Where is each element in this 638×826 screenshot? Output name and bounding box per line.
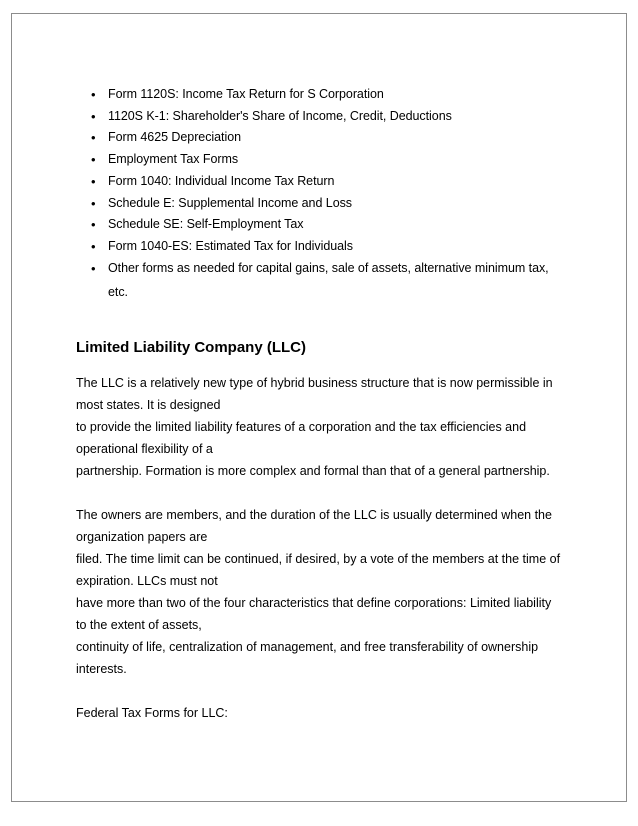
list-item-text: Form 1120S: Income Tax Return for S Corporation — [108, 87, 384, 101]
bullet-marker: • — [91, 173, 96, 189]
paragraph-line: to provide the limited liability features of a corporation and the tax efficiencies and — [76, 420, 527, 434]
paragraph-line: filed. The time limit can be continued, if desired, by a vote of the members at the time of — [76, 552, 561, 566]
list-item — [12, 106, 626, 128]
paragraph-line: organization papers are — [76, 530, 208, 544]
bullet-marker: • — [91, 195, 96, 211]
document-page — [11, 13, 627, 802]
paragraph-line: The owners are members, and the duration of the LLC is usually determined when the — [76, 508, 552, 522]
bullet-marker: • — [91, 152, 96, 168]
federal-forms-label: Federal Tax Forms for LLC: — [76, 706, 228, 720]
paragraph-line: interests. — [76, 662, 127, 676]
bullet-marker: • — [91, 260, 96, 276]
paragraph-line: expiration. LLCs must not — [76, 574, 218, 588]
list-item — [12, 84, 626, 106]
list-item — [12, 149, 626, 171]
bullet-marker: • — [91, 130, 96, 146]
bullet-marker: • — [91, 108, 96, 124]
tax-forms-list — [12, 84, 626, 304]
list-item-text-continuation: etc. — [108, 285, 128, 300]
list-item — [12, 171, 626, 193]
list-item-text: Schedule E: Supplemental Income and Loss — [108, 195, 352, 210]
list-item — [12, 127, 626, 149]
list-item — [12, 214, 626, 236]
list-item-text: 1120S K-1: Shareholder's Share of Income, Credit, Deductions — [108, 108, 452, 123]
list-item-text — [108, 258, 578, 304]
paragraph-line: operational flexibility of a — [76, 442, 213, 456]
list-item-text: Schedule SE: Self-Employment Tax — [108, 217, 304, 232]
list-item-text: Employment Tax Forms — [108, 152, 239, 167]
list-item — [12, 236, 626, 258]
paragraph-line: have more than two of the four characteristics that define corporations: Limited liability — [76, 596, 552, 610]
paragraph-line: to the extent of assets, — [76, 618, 202, 632]
list-item-text: Form 1040: Individual Income Tax Return — [108, 173, 335, 188]
paragraph-line: continuity of life, centralization of management, and free transferability of ownership — [76, 640, 539, 654]
list-item — [12, 258, 626, 304]
bullet-marker: • — [91, 238, 96, 254]
list-item-text-line: Other forms as needed for capital gains, sale of assets, alternative minimum tax, — [108, 260, 549, 275]
list-item-text: Form 4625 Depreciation — [108, 130, 241, 145]
list-item-text: Form 1040-ES: Estimated Tax for Individuals — [108, 238, 353, 253]
bullet-marker: • — [91, 217, 96, 233]
paragraph-line: partnership. Formation is more complex and formal than that of a general partnership. — [76, 464, 550, 478]
paragraph-line: The LLC is a relatively new type of hybrid business structure that is now permissible in — [76, 376, 553, 390]
list-item — [12, 193, 626, 215]
paragraph-line: most states. It is designed — [76, 398, 221, 412]
section-heading: Limited Liability Company (LLC) — [76, 339, 307, 356]
bullet-marker: • — [91, 87, 96, 102]
